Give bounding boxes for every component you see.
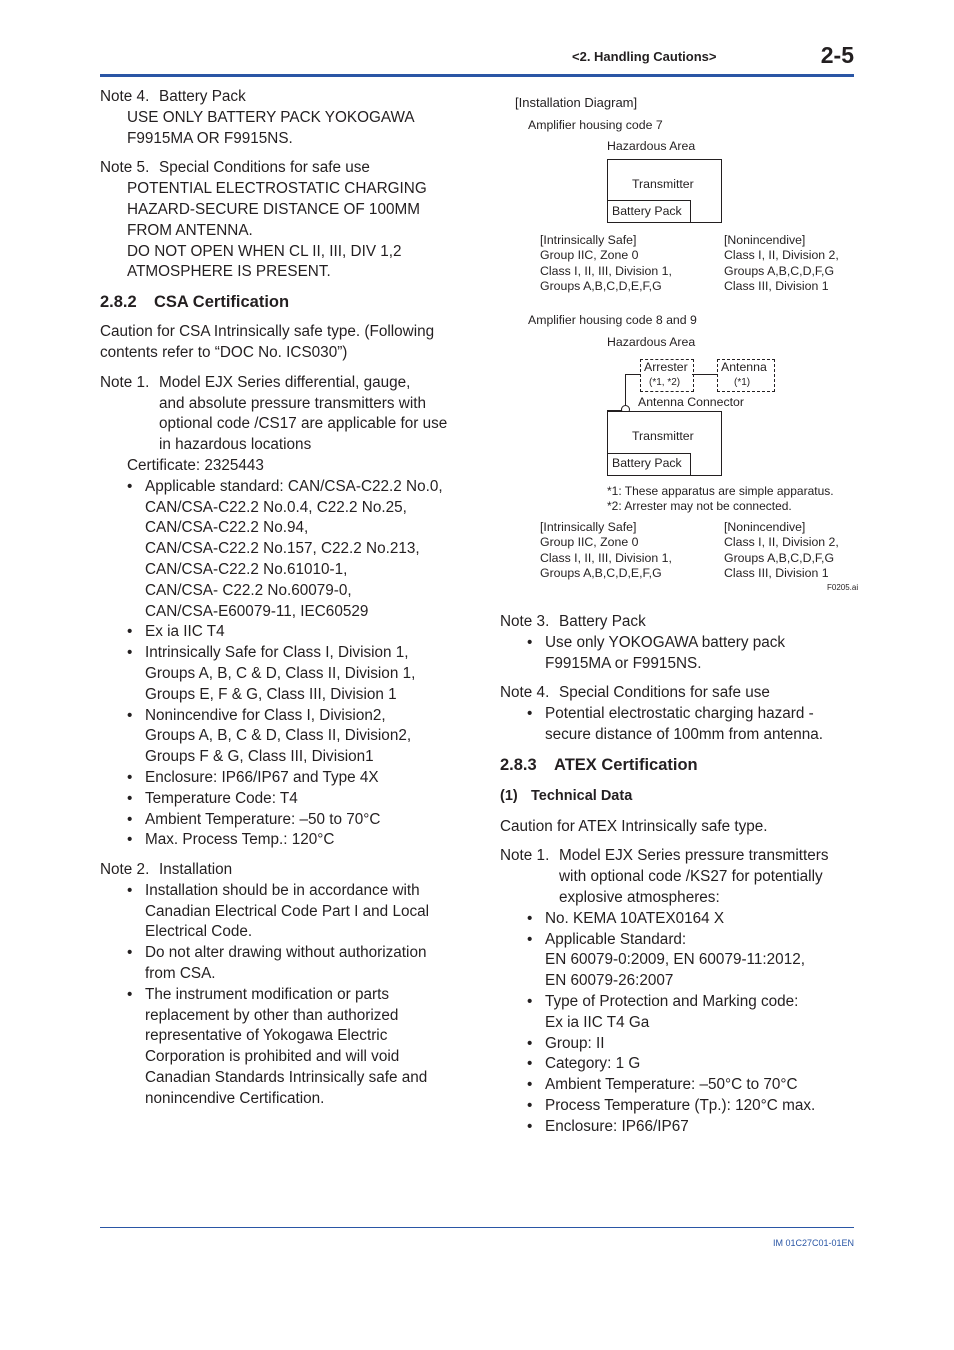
list-item <box>527 1054 854 1075</box>
intrinsically-safe-block <box>540 520 672 581</box>
intro-text: Caution for ATEX Intrinsically safe type. <box>500 817 768 835</box>
list-line: • Do not alter drawing without authorization <box>145 944 427 962</box>
list-line: Corporation is prohibited and will void <box>145 1048 400 1066</box>
list-item <box>527 992 854 1034</box>
list-item <box>127 985 460 1110</box>
section-number: 2.8.3 <box>500 755 537 774</box>
note-label: Note 4. <box>100 88 150 105</box>
note-text: Model EJX Series differential, gauge, <box>159 373 411 391</box>
diagram-line: Class III, Division 1 <box>724 278 829 293</box>
list-line: • Ex ia IIC T4 <box>145 623 225 641</box>
chapter-title: <2. Handling Cautions> <box>572 49 717 64</box>
note-2-installation <box>100 860 460 881</box>
note-title: Installation <box>159 861 233 879</box>
note-title: Battery Pack <box>559 613 646 630</box>
list-line: CAN/CSA-C22.2 No.61010-1, <box>145 560 348 578</box>
intro-text: contents refer to “DOC No. ICS030”) <box>100 343 348 361</box>
battery-bullet-list <box>500 633 854 675</box>
list-line: • Applicable standard: CAN/CSA-C22.2 No.0, <box>145 477 443 495</box>
hazardous-area-label: Hazardous Area <box>607 335 696 349</box>
note-title: Battery Pack <box>159 88 246 105</box>
antenna-ref: (*1) <box>734 377 751 388</box>
atex-bullet-list <box>500 909 854 1138</box>
diagram-line: Groups A,B,C,D,F,G <box>724 263 835 278</box>
footer-rule <box>100 1227 854 1228</box>
housing-code-8-9-label: Amplifier housing code 8 and 9 <box>528 313 697 327</box>
footnote-2: *2: Arrester may not be connected. <box>607 499 792 513</box>
list-line: EN 60079-26:2007 <box>545 972 674 990</box>
list-line: • Process Temperature (Tp.): 120°C max. <box>545 1096 816 1114</box>
list-line: • Temperature Code: T4 <box>145 789 298 807</box>
section-title: CSA Certification <box>154 293 290 312</box>
subsection-heading <box>500 786 854 807</box>
connection-line <box>625 374 640 375</box>
list-line: • The instrument modification or parts <box>145 985 390 1003</box>
installation-bullet-list <box>100 881 460 1110</box>
transmitter-label: Transmitter <box>632 177 694 191</box>
list-line: • Ambient Temperature: –50 to 70°C <box>145 810 381 828</box>
list-line: Groups A, B, C & D, Class II, Division 1, <box>145 664 416 682</box>
list-line: representative of Yokogawa Electric <box>145 1027 388 1045</box>
arrester-ref: (*1, *2) <box>649 377 681 388</box>
page-number: 2-5 <box>820 42 854 68</box>
nonincendive-block <box>724 233 839 294</box>
diagram-line: Class I, II, III, Division 1, <box>540 550 672 565</box>
note-text: FROM ANTENNA. <box>127 221 253 239</box>
note-label: Note 1. <box>500 847 550 865</box>
list-line: • Enclosure: IP66/IP67 <box>545 1117 689 1135</box>
note-text: POTENTIAL ELECTROSTATIC CHARGING <box>127 180 427 198</box>
list-line: EN 60079-0:2009, EN 60079-11:2012, <box>545 951 805 969</box>
note-title: Special Conditions for safe use <box>159 159 370 177</box>
note-1-atex-model <box>500 846 854 867</box>
note-text: optional code /CS17 are applicable for use <box>159 415 448 433</box>
hazardous-area-label: Hazardous Area <box>607 139 696 153</box>
diagram-line: Group IIC, Zone 0 <box>540 535 639 550</box>
list-line: Electrical Code. <box>145 923 253 941</box>
list-line: • Intrinsically Safe for Class I, Division 1, <box>145 644 409 662</box>
list-line: CAN/CSA-C22.2 No.0.4, C22.2 No.25, <box>145 498 407 516</box>
intro-text: Caution for CSA Intrinsically safe type. (Following <box>100 323 435 341</box>
subsection-title: Technical Data <box>531 787 633 804</box>
note-text: in hazardous locations <box>159 436 312 454</box>
list-line: secure distance of 100mm from antenna. <box>545 725 824 743</box>
note-text: ATMOSPHERE IS PRESENT. <box>127 263 331 281</box>
note-text: DO NOT OPEN WHEN CL II, III, DIV 1,2 <box>127 242 402 260</box>
list-item <box>527 1096 854 1117</box>
list-item <box>127 830 460 851</box>
list-item <box>127 789 460 810</box>
list-line: • Max. Process Temp.: 120°C <box>145 831 335 849</box>
section-heading-csa <box>100 291 460 313</box>
note-text: USE ONLY BATTERY PACK YOKOGAWA <box>127 108 415 126</box>
list-line: Groups A, B, C & D, Class II, Division2, <box>145 727 412 745</box>
list-item <box>127 622 460 643</box>
csa-bullet-list <box>100 477 460 851</box>
list-item <box>127 943 460 985</box>
diagram-title: [Installation Diagram] <box>515 95 638 110</box>
list-item <box>127 643 460 705</box>
note-label: Note 4. <box>500 684 550 702</box>
list-line: Canadian Electrical Code Part I and Local <box>145 902 430 920</box>
diagram-line: Class I, II, III, Division 1, <box>540 263 672 278</box>
list-line: • Type of Protection and Marking code: <box>545 992 799 1010</box>
note-text: and absolute pressure transmitters with <box>159 394 426 412</box>
list-item <box>527 930 854 992</box>
list-item <box>127 477 460 623</box>
list-item <box>127 810 460 831</box>
header-rule <box>100 74 854 77</box>
list-line: CAN/CSA-C22.2 No.94, <box>145 519 309 537</box>
note-label: Note 5. <box>100 159 150 177</box>
list-line: • Installation should be in accordance with <box>145 881 420 899</box>
list-line: • Ambient Temperature: –50°C to 70°C <box>545 1076 798 1094</box>
diagram-line: Class I, II, Division 2, <box>724 248 839 263</box>
note-text: explosive atmospheres: <box>559 888 720 906</box>
battery-pack-label: Battery Pack <box>612 456 682 470</box>
housing-code-7-label: Amplifier housing code 7 <box>528 118 663 132</box>
diagram-line: Class III, Division 1 <box>724 565 829 580</box>
list-line: F9915MA or F9915NS. <box>545 654 702 672</box>
list-item <box>527 1034 854 1055</box>
left-column <box>100 87 460 1110</box>
diagram-line: Class I, II, Division 2, <box>724 535 839 550</box>
section-title: ATEX Certification <box>554 755 698 774</box>
list-line: CAN/CSA- C22.2 No.60079-0, <box>145 581 352 599</box>
document-id: IM 01C27C01-01EN <box>772 1238 854 1248</box>
list-item <box>527 633 854 675</box>
list-line: Ex ia IIC T4 Ga <box>545 1013 650 1031</box>
note-1-model <box>100 373 460 394</box>
note-title: Special Conditions for safe use <box>559 684 770 702</box>
diagram-line: Group IIC, Zone 0 <box>540 248 639 263</box>
diagram-line: Groups A,B,C,D,E,F,G <box>540 278 662 293</box>
battery-pack-label: Battery Pack <box>612 204 682 218</box>
conditions-bullet-list <box>500 704 854 746</box>
list-item <box>127 768 460 789</box>
arrester-label: Arrester <box>644 360 688 374</box>
note-label: Note 2. <box>100 861 150 879</box>
note-text: Model EJX Series pressure transmitters <box>559 847 829 865</box>
note-text: with optional code /KS27 for potentially <box>559 868 823 886</box>
list-line: • Group: II <box>545 1034 605 1052</box>
note-3-battery-pack <box>500 612 854 633</box>
list-line: • Applicable Standard: <box>545 930 687 948</box>
section-heading-atex <box>500 754 854 776</box>
list-line: nonincendive Certification. <box>145 1089 325 1107</box>
subsection-number: (1) <box>500 787 518 804</box>
note-5-special-conditions <box>100 158 460 179</box>
list-line: replacement by other than authorized <box>145 1006 399 1024</box>
note-4-battery-pack <box>100 87 460 108</box>
antenna-connector-label: Antenna Connector <box>638 395 744 409</box>
list-line: • Potential electrostatic charging hazard - <box>545 705 814 723</box>
list-line: CAN/CSA-E60079-11, IEC60529 <box>145 602 369 620</box>
list-line: • Enclosure: IP66/IP67 and Type 4X <box>145 768 379 786</box>
transmitter-label: Transmitter <box>632 429 694 443</box>
intrinsically-safe-block <box>540 233 672 294</box>
antenna-label: Antenna <box>721 360 767 374</box>
list-line: • Use only YOKOGAWA battery pack <box>545 633 786 651</box>
connection-line <box>692 374 717 375</box>
list-line: Canadian Standards Intrinsically safe and <box>145 1069 428 1087</box>
figure-id: F0205.ai <box>827 583 859 592</box>
list-line: from CSA. <box>145 965 216 983</box>
connection-line <box>625 374 626 406</box>
list-line: • Category: 1 G <box>545 1055 641 1073</box>
list-item <box>127 881 460 943</box>
nonincendive-block <box>724 520 839 581</box>
list-item <box>527 1075 854 1096</box>
list-item <box>527 1117 854 1138</box>
list-line: • No. KEMA 10ATEX0164 X <box>545 909 725 927</box>
certificate-text: Certificate: 2325443 <box>127 456 264 474</box>
footnote-1: *1: These apparatus are simple apparatus. <box>607 484 834 498</box>
list-item <box>127 706 460 768</box>
note-4-special-conditions <box>500 683 854 704</box>
diagram-line: [Nonincendive] <box>724 233 806 247</box>
list-line: Groups E, F & G, Class III, Division 1 <box>145 685 397 703</box>
diagram-line: [Intrinsically Safe] <box>540 520 637 534</box>
list-line: CAN/CSA-C22.2 No.157, C22.2 No.213, <box>145 540 420 558</box>
note-label: Note 1. <box>100 373 150 391</box>
right-column <box>500 612 854 1138</box>
list-line: • Nonincendive for Class I, Division2, <box>145 706 386 724</box>
list-line: Groups F & G, Class III, Division1 <box>145 748 374 766</box>
note-label: Note 3. <box>500 613 550 630</box>
diagram-line: [Nonincendive] <box>724 520 806 534</box>
diagram-line: Groups A,B,C,D,E,F,G <box>540 565 662 580</box>
list-item <box>527 704 854 746</box>
section-number: 2.8.2 <box>100 293 137 312</box>
diagram-line: Groups A,B,C,D,F,G <box>724 550 835 565</box>
note-text: HAZARD-SECURE DISTANCE OF 100MM <box>127 200 420 218</box>
diagram-line: [Intrinsically Safe] <box>540 233 637 247</box>
note-text: F9915MA OR F9915NS. <box>127 129 293 147</box>
list-item <box>527 909 854 930</box>
